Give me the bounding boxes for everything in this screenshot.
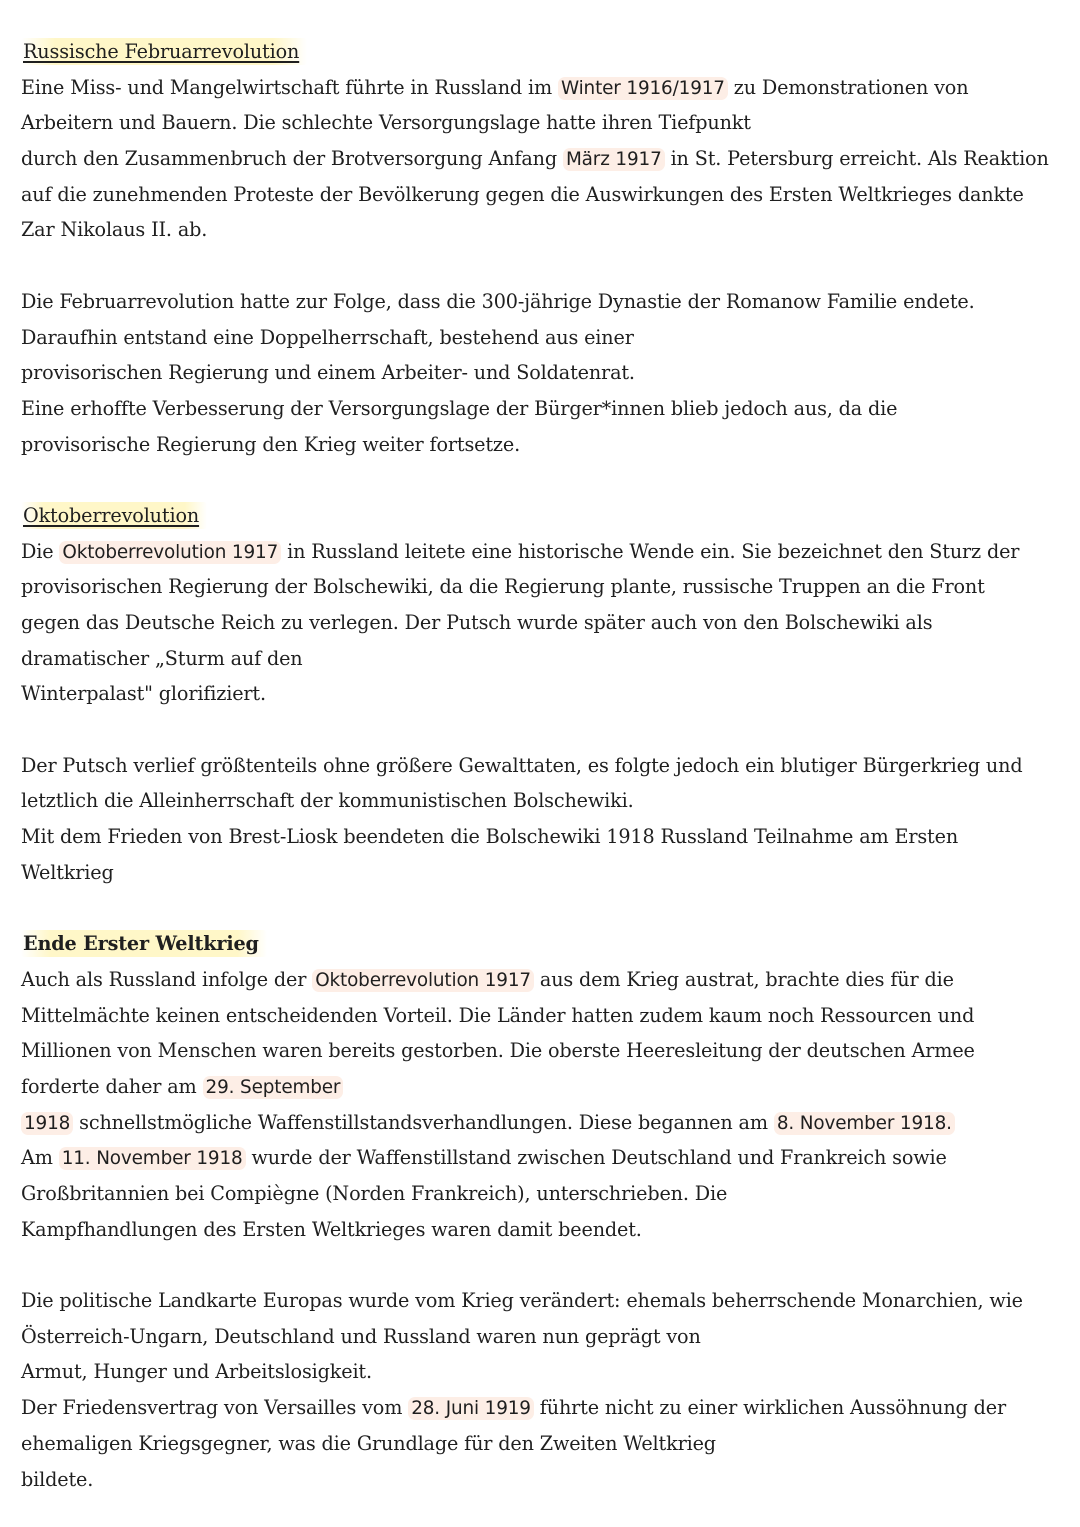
text-line: Millionen von Menschen waren bereits gestorben. Die oberste Heeresleitung der deutschen Armee	[21, 1039, 975, 1063]
text-line: ehemaligen Kriegsgegner, was die Grundlage für den Zweiten Weltkrieg	[21, 1431, 716, 1455]
text-line: Mit dem Frieden von Brest-Liosk beendeten die Bolschewiki 1918 Russland Teilnahme am Ersten	[21, 825, 959, 849]
date-highlight: 11. November 1918	[59, 1147, 246, 1170]
text-span: in St. Petersburg erreicht. Als Reaktion	[664, 147, 1049, 171]
text-line: Kampfhandlungen des Ersten Weltkrieges waren damit beendet.	[21, 1217, 642, 1241]
paragraph-gap	[21, 891, 1060, 927]
text-line	[21, 534, 1060, 570]
section-heading-februarrevolution	[21, 34, 1060, 70]
text-line: Großbritannien bei Compiègne (Norden Frankreich), unterschrieben. Die	[21, 1182, 728, 1205]
section-heading-ende-erster-weltkrieg	[21, 926, 1060, 962]
text-line: Arbeitern und Bauern. Die schlechte Versorgungslage hatte ihren Tiefpunkt	[21, 111, 751, 135]
text-line: dramatischer „Sturm auf den	[21, 646, 303, 670]
text-line	[21, 141, 1060, 177]
text-line: Armut, Hunger und Arbeitslosigkeit.	[21, 1360, 372, 1384]
paragraph-gap	[21, 1247, 1060, 1283]
text-span: Auch als Russland infolge der	[21, 967, 313, 991]
text-line: Winterpalast" glorifiziert.	[21, 682, 266, 706]
text-line	[21, 962, 1060, 998]
text-line: provisorischen Regierung der Bolschewiki, da die Regierung plante, russische Truppen an die Front	[21, 575, 985, 599]
text-line: Weltkrieg	[21, 860, 114, 884]
text-span: forderte daher am	[21, 1074, 203, 1098]
text-line: Die politische Landkarte Europas wurde vom Krieg verändert: ehemals beherrschende Monarchien, wie	[21, 1289, 1023, 1313]
text-line: Mittelmächte keinen entscheidenden Vorteil. Die Länder hatten zudem kaum noch Ressourcen und	[21, 1003, 975, 1027]
date-highlight: März 1917	[563, 148, 665, 171]
text-line	[21, 1069, 1060, 1105]
text-line: letztlich die Alleinherrschaft der kommunistischen Bolschewiki.	[21, 789, 634, 813]
text-line: Daraufhin entstand eine Doppelherrschaft, bestehend aus einer	[21, 325, 634, 349]
text-line: Eine erhoffte Verbesserung der Versorgungslage der Bürger*innen blieb jedoch aus, da die	[21, 396, 898, 420]
date-highlight: 29. September	[203, 1076, 344, 1099]
date-highlight: 8. November 1918.	[774, 1112, 955, 1135]
date-highlight: 1918	[21, 1112, 73, 1135]
text-line: Die Februarrevolution hatte zur Folge, dass die 300-jährige Dynastie der Romanow Familie endete.	[21, 289, 975, 313]
section-heading-oktoberrevolution	[21, 498, 1060, 534]
text-line	[21, 70, 1060, 106]
heading-text: Russische Februarrevolution	[21, 38, 307, 65]
text-span: aus dem Krieg austrat, brachte dies für die	[533, 967, 954, 991]
text-line: auf die zunehmenden Proteste der Bevölkerung gegen die Auswirkungen des Ersten Weltkrieges dankte	[21, 182, 1024, 206]
heading-text: Oktoberrevolution	[21, 502, 207, 529]
text-line	[21, 1390, 1060, 1426]
text-span: Der Friedensvertrag von Versailles vom	[21, 1396, 409, 1420]
text-span: durch den Zusammenbruch der Brotversorgung Anfang	[21, 147, 563, 171]
text-span: führte nicht zu einer wirklichen Aussöhnung der	[533, 1396, 1006, 1420]
text-line: Zar Nikolaus II. ab.	[21, 218, 208, 242]
heading-text: Ende Erster Weltkrieg	[21, 930, 267, 957]
date-highlight: Oktoberrevolution 1917	[59, 541, 281, 564]
text-span: Die	[21, 539, 60, 563]
text-span: Eine Miss- und Mangelwirtschaft führte in Russland im	[21, 75, 558, 99]
text-span: zu Demonstrationen von	[727, 75, 969, 99]
date-highlight: 28. Juni 1919	[408, 1397, 534, 1420]
text-span: schnellstmögliche Waffenstillstandsverhandlungen. Diese begannen am	[73, 1110, 774, 1134]
text-line: provisorische Regierung den Krieg weiter fortsetze.	[21, 432, 521, 456]
text-line: provisorischen Regierung und einem Arbeiter- und Soldatenrat.	[21, 361, 635, 385]
text-span: Am	[21, 1146, 59, 1170]
text-line: gegen das Deutsche Reich zu verlegen. Der Putsch wurde später auch von den Bolschewiki als	[21, 611, 933, 634]
date-highlight: Oktoberrevolution 1917	[312, 969, 534, 992]
date-highlight: Winter 1916/1917	[558, 77, 728, 100]
text-line	[21, 1105, 1060, 1141]
text-span: in Russland leitete eine historische Wende ein. Sie bezeichnet den Sturz der	[281, 539, 1020, 563]
text-line: Der Putsch verlief größtenteils ohne größere Gewalttaten, es folgte jedoch ein blutiger Bürgerkrieg und	[21, 753, 1023, 777]
paragraph-gap	[21, 462, 1060, 498]
paragraph-gap	[21, 248, 1060, 284]
text-span: wurde der Waffenstillstand zwischen Deutschland und Frankreich sowie	[245, 1146, 947, 1170]
text-line: Österreich-Ungarn, Deutschland und Russland waren nun geprägt von	[21, 1324, 701, 1348]
paragraph-gap	[21, 712, 1060, 748]
text-line: bildete.	[21, 1467, 94, 1491]
text-line	[21, 1140, 1060, 1176]
